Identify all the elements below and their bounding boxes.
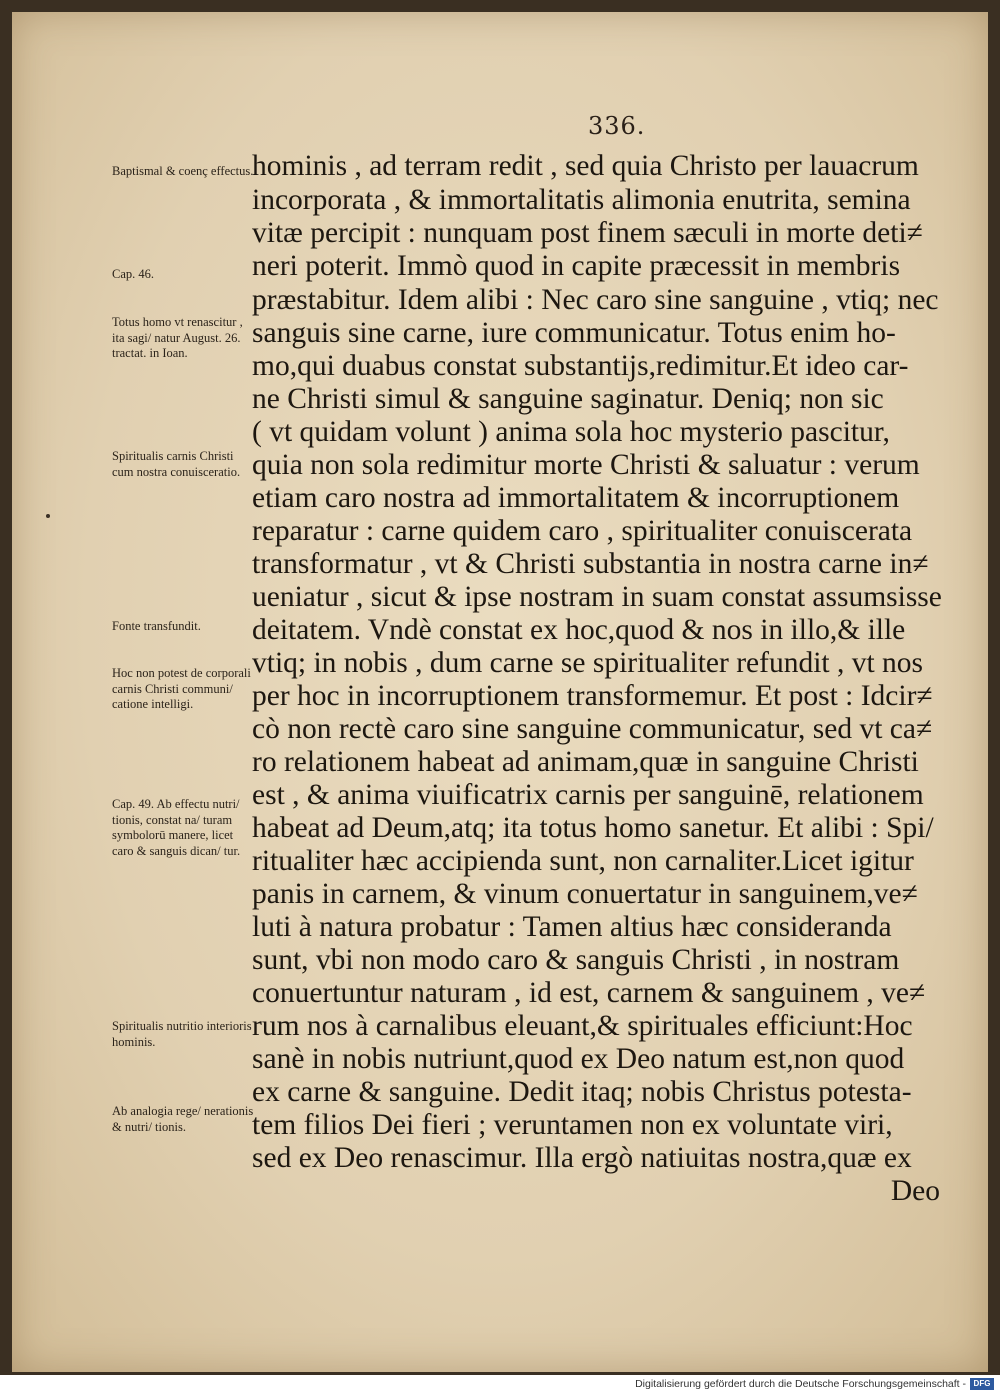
text-line: quia non sola redimitur morte Christi & saluatur : verum [252,449,920,481]
text-line: præstabitur. Idem alibi : Nec caro sine sanguine , vtiq; nec [252,284,939,316]
text-line: ueniatur , sicut & ipse nostram in suam constat assumsisse [252,581,942,613]
text-line: per hoc in incorruptionem transformemur. Et post : Idcir≠ [252,680,933,712]
margin-note: Fonte transfundit. [112,619,201,633]
text-line: vtiq; in nobis , dum carne se spiritualiter refundit , vt nos [252,647,924,679]
text-line: sed ex Deo renascimur. Illa ergò natiuitas nostra,quæ ex [252,1142,912,1174]
margin-note: Baptismal & coenç effectus. [112,164,254,178]
text-line: luti à natura probatur : Tamen altius hæc consideranda [252,911,892,943]
funding-notice: Digitalisierung gefördert durch die Deutsche Forschungsgemeinschaft - [635,1378,966,1390]
text-line: mo,qui duabus constat substantijs,redimitur.Et ideo car- [252,350,909,382]
text-line: conuertuntur naturam , id est, carnem & sanguinem , ve≠ [252,977,926,1009]
margin-note: Totus homo vt renascitur , ita sagi/ natur August. 26. tractat. in Ioan. [112,315,243,360]
text-line: vitæ percipit : nunquam post finem sæculi in morte deti≠ [252,217,923,249]
text-line: deitatem. Vndè constat ex hoc,quod & nos in illo,& ille [252,614,906,646]
text-line: sunt, vbi non modo caro & sanguis Christi , in nostram [252,944,900,976]
text-line: habeat ad Deum,atq; ita totus homo sanetur. Et alibi : Spi/ [252,812,934,844]
text-line: sanguis sine carne, iure communicatur. Totus enim ho- [252,317,896,349]
text-line: etiam caro nostra ad immortalitatem & incorruptionem [252,482,900,514]
text-line: hominis , ad terram redit , sed quia Christo per lauacrum [252,150,919,182]
page-number: 336. [588,112,646,140]
text-line: ro relationem habeat ad animam,quæ in sanguine Christi [252,746,919,778]
catchword: Deo [890,1175,940,1207]
text-line: ne Christi simul & sanguine saginatur. Deniq; non sic [252,383,884,415]
dfg-logo-icon: DFG [970,1378,994,1390]
book-page [12,12,988,1372]
text-line: ex carne & sanguine. Dedit itaq; nobis Christus potesta- [252,1076,912,1108]
text-line: transformatur , vt & Christi substantia in nostra carne in≠ [252,548,929,580]
text-line: panis in carnem, & vinum conuertatur in sanguinem,ve≠ [252,878,918,910]
margin-note: Spiritualis carnis Christi cum nostra conuisceratio. [112,449,241,479]
margin-note: Hoc non potest de corporali carnis Christi communi/ catione intelligi. [112,666,251,711]
text-line: rum nos à carnalibus eleuant,& spirituales efficiunt:Hoc [252,1010,913,1042]
text-line: est , & anima viuificatrix carnis per sanguinē, relationem [252,779,924,811]
digitization-footer [0,1375,1000,1395]
margin-note: Ab analogia rege/ nerationis & nutri/ tionis. [112,1104,254,1134]
margin-note: Spiritualis nutritio interioris hominis. [112,1019,252,1049]
text-line: neri poterit. Immò quod in capite præcessit in membris [252,250,901,282]
text-line: sanè in nobis nutriunt,quod ex Deo natum est,non quod [252,1043,905,1075]
ink-speck [46,514,50,518]
text-line: cò non rectè caro sine sanguine communicatur, sed vt ca≠ [252,713,933,745]
text-line: ritualiter hæc accipienda sunt, non carnaliter.Licet igitur [252,845,914,877]
text-line: tem filios Dei fieri ; veruntamen non ex voluntate viri, [252,1109,893,1141]
text-line: reparatur : carne quidem caro , spiritualiter conuiscerata [252,515,913,547]
text-line: ( vt quidam volunt ) anima sola hoc mysterio pascitur, [252,416,890,448]
text-line: incorporata , & immortalitatis alimonia enutrita, semina [252,184,911,216]
margin-note: Cap. 46. [112,267,155,281]
margin-note: Cap. 49. Ab effectu nutri/ tionis, constat na/ turam symbolorū manere, licet caro & sanguis dican/ tur. [112,797,241,858]
